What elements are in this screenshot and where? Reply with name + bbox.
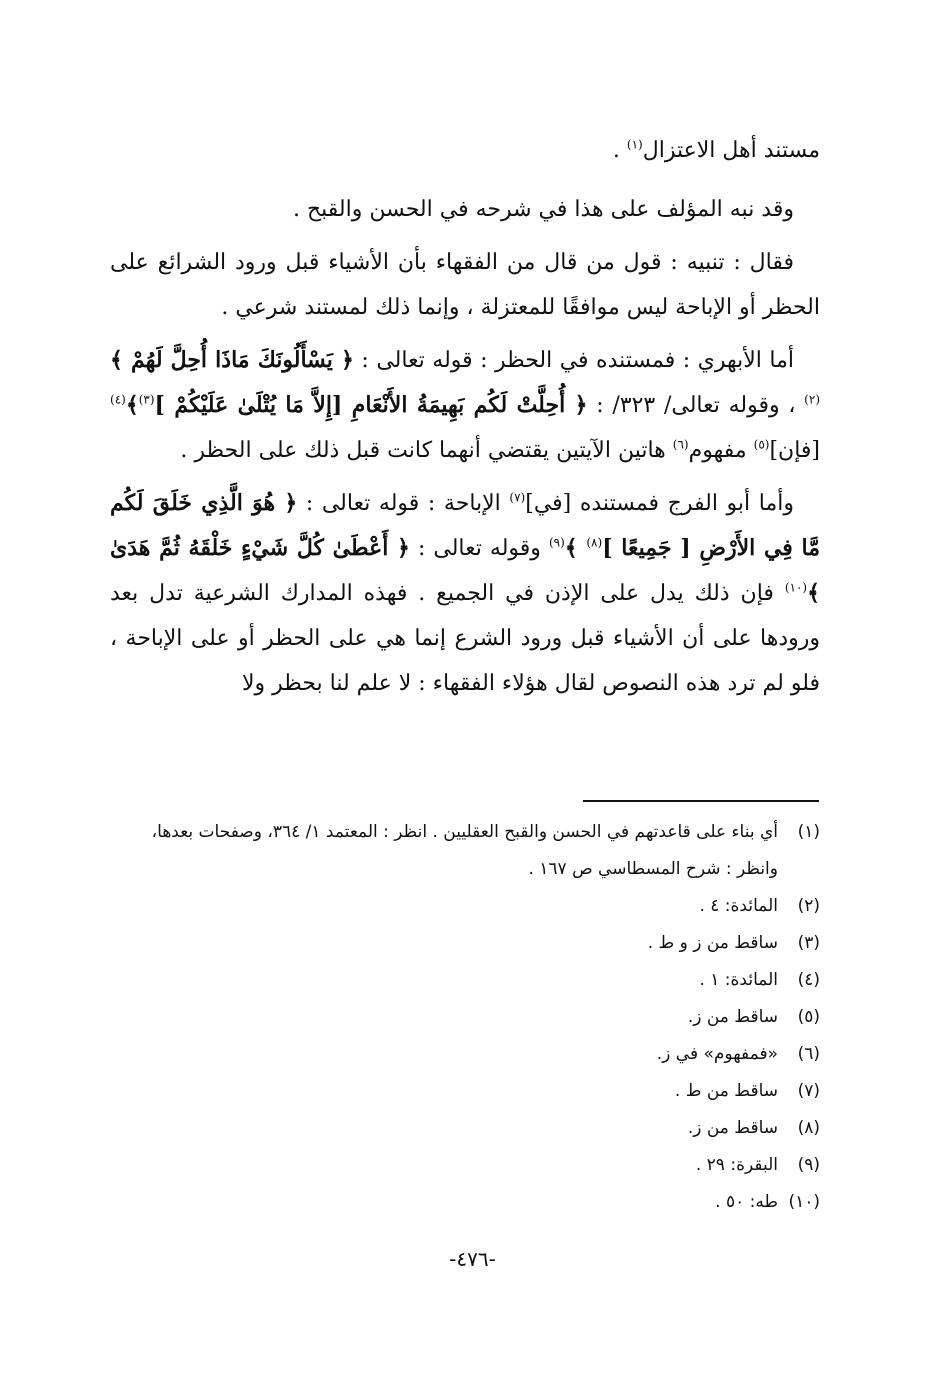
- footnote-item: [110, 925, 820, 962]
- footnote-number: (٨): [797, 1118, 820, 1138]
- text-run: فقال : تنبيه : قول من قال من الفقهاء بأن الأشياء قبل ورود الشرائع على الحظر أو الإباحة ليس موافقًا للمعتزلة ، وإنما ذلك لمستند شرعي .: [110, 250, 820, 320]
- footnote-number: (١٠): [788, 1192, 820, 1212]
- footnote-item: [110, 962, 820, 999]
- paragraph-3: [110, 240, 820, 330]
- text-run: ، وقوله تعالى/ ٣٢٣/ :: [587, 393, 805, 418]
- footnote-text: المائدة: ١ .: [699, 970, 778, 990]
- text-run: [فإن]: [769, 438, 820, 463]
- text-run: مستند أهل الاعتزال: [642, 138, 820, 163]
- quran-quote: ﴿ أُحِلَّتْ لَكُم بَهِيمَةُ الأَنْعَامِ [إِلاَّ مَا يُتْلَىٰ عَلَيْكُمْ ]: [154, 392, 588, 418]
- footnote-text: ساقط من ز.: [687, 1007, 778, 1027]
- text-run: أما الأبهري : فمستنده في الحظر : قوله تعالى :: [353, 348, 794, 373]
- footnote-number: (٧): [797, 1081, 820, 1101]
- footnote-text: ساقط من ز و ط .: [647, 933, 778, 953]
- quran-quote: ﴿ يَسْأَلُونَكَ مَاذَا أُحِلَّ لَهُمْ ﴾: [110, 347, 354, 373]
- footnote-marker: (٨): [586, 535, 603, 550]
- text-run: .: [612, 138, 627, 163]
- footnote-marker: (٧): [509, 490, 526, 505]
- paragraph-1: [110, 128, 820, 173]
- footnote-item: [110, 1110, 820, 1147]
- footnote-text: ساقط من ز.: [687, 1118, 778, 1138]
- main-text: [110, 128, 820, 714]
- footnote-item: [110, 1147, 820, 1184]
- paragraph-2: [110, 187, 820, 232]
- footnote-marker: (٥): [753, 437, 770, 452]
- footnote-marker: (٤): [110, 392, 126, 407]
- footnote-number: (٤): [797, 970, 820, 990]
- footnote-separator: [583, 800, 819, 802]
- text-run: مفهوم: [688, 438, 754, 463]
- footnote-marker: (٣): [138, 392, 155, 407]
- footnote-text: المائدة: ٤ .: [699, 896, 778, 916]
- footnote-number: (٣): [797, 933, 820, 953]
- text-run: الإباحة : قوله تعالى :: [297, 491, 510, 516]
- footnote-text: طه: ٥٠ .: [715, 1192, 778, 1212]
- quran-quote: ﴾: [564, 535, 587, 561]
- footnote-marker: (٢): [804, 392, 820, 407]
- footnote-marker: (١): [626, 137, 643, 152]
- footnote-number: (٢): [797, 896, 820, 916]
- footnote-number: (٦): [797, 1044, 820, 1064]
- text-run: وقوله تعالى :: [409, 536, 549, 561]
- footnote-item: [110, 888, 820, 925]
- footnote-item: [110, 1184, 820, 1221]
- footnote-marker: (١٠): [784, 580, 808, 595]
- footnote-number: (٥): [797, 1007, 820, 1027]
- footnote-item: [110, 999, 820, 1036]
- footnote-text: أي بناء على قاعدتهم في الحسن والقبح العقليين . انظر : المعتمد ١/ ٣٦٤، وصفحات بعدها، وانظر : شرح المسطاسي ص ١٦٧ .: [151, 822, 778, 879]
- footnote-marker: (٩): [548, 535, 565, 550]
- text-run: هاتين الآيتين يقتضي أنهما كانت قبل ذلك على الحظر .: [180, 438, 673, 463]
- footnote-text: البقرة: ٢٩ .: [695, 1155, 778, 1175]
- quran-quote: ﴿ أَعْطَىٰ كُلَّ شَيْءٍ خَلْقَهُ ثُمَّ هَدَىٰ ﴾: [110, 535, 820, 606]
- paragraph-4: [110, 338, 820, 473]
- footnote-item: [110, 1073, 820, 1110]
- footnotes-section: [110, 814, 820, 1221]
- paragraph-5: [110, 481, 820, 706]
- quran-quote: ﴿ هُوَ الَّذِي خَلَقَ لَكُم مَّا فِي الأَرْضِ [ جَمِيعًا ]: [110, 490, 820, 561]
- footnote-marker: (٦): [672, 437, 689, 452]
- footnote-item: [110, 814, 820, 888]
- footnote-item: [110, 1036, 820, 1073]
- text-run: فإن ذلك يدل على الإذن في الجميع . فهذه المدارك الشرعية تدل بعد ورودها على أن الأشياء قبل ورود الشرع إنما هي على الحظر أو على الإباحة ، فلو لم ترد هذه النصوص لقال هؤلاء الفقهاء : لا علم لنا بحظر ولا: [110, 581, 820, 696]
- footnote-number: (١): [797, 822, 820, 842]
- footnote-text: ساقط من ط .: [674, 1081, 778, 1101]
- text-run: وقد نبه المؤلف على هذا في شرحه في الحسن والقبح .: [292, 197, 794, 222]
- page-number: -٤٧٦-: [449, 1247, 496, 1271]
- footnote-text: «فمفهوم» في ز.: [656, 1044, 778, 1064]
- footnote-number: (٩): [797, 1155, 820, 1175]
- text-run: وأما أبو الفرج فمستنده [في]: [525, 491, 794, 516]
- quran-quote: ﴾: [125, 392, 139, 418]
